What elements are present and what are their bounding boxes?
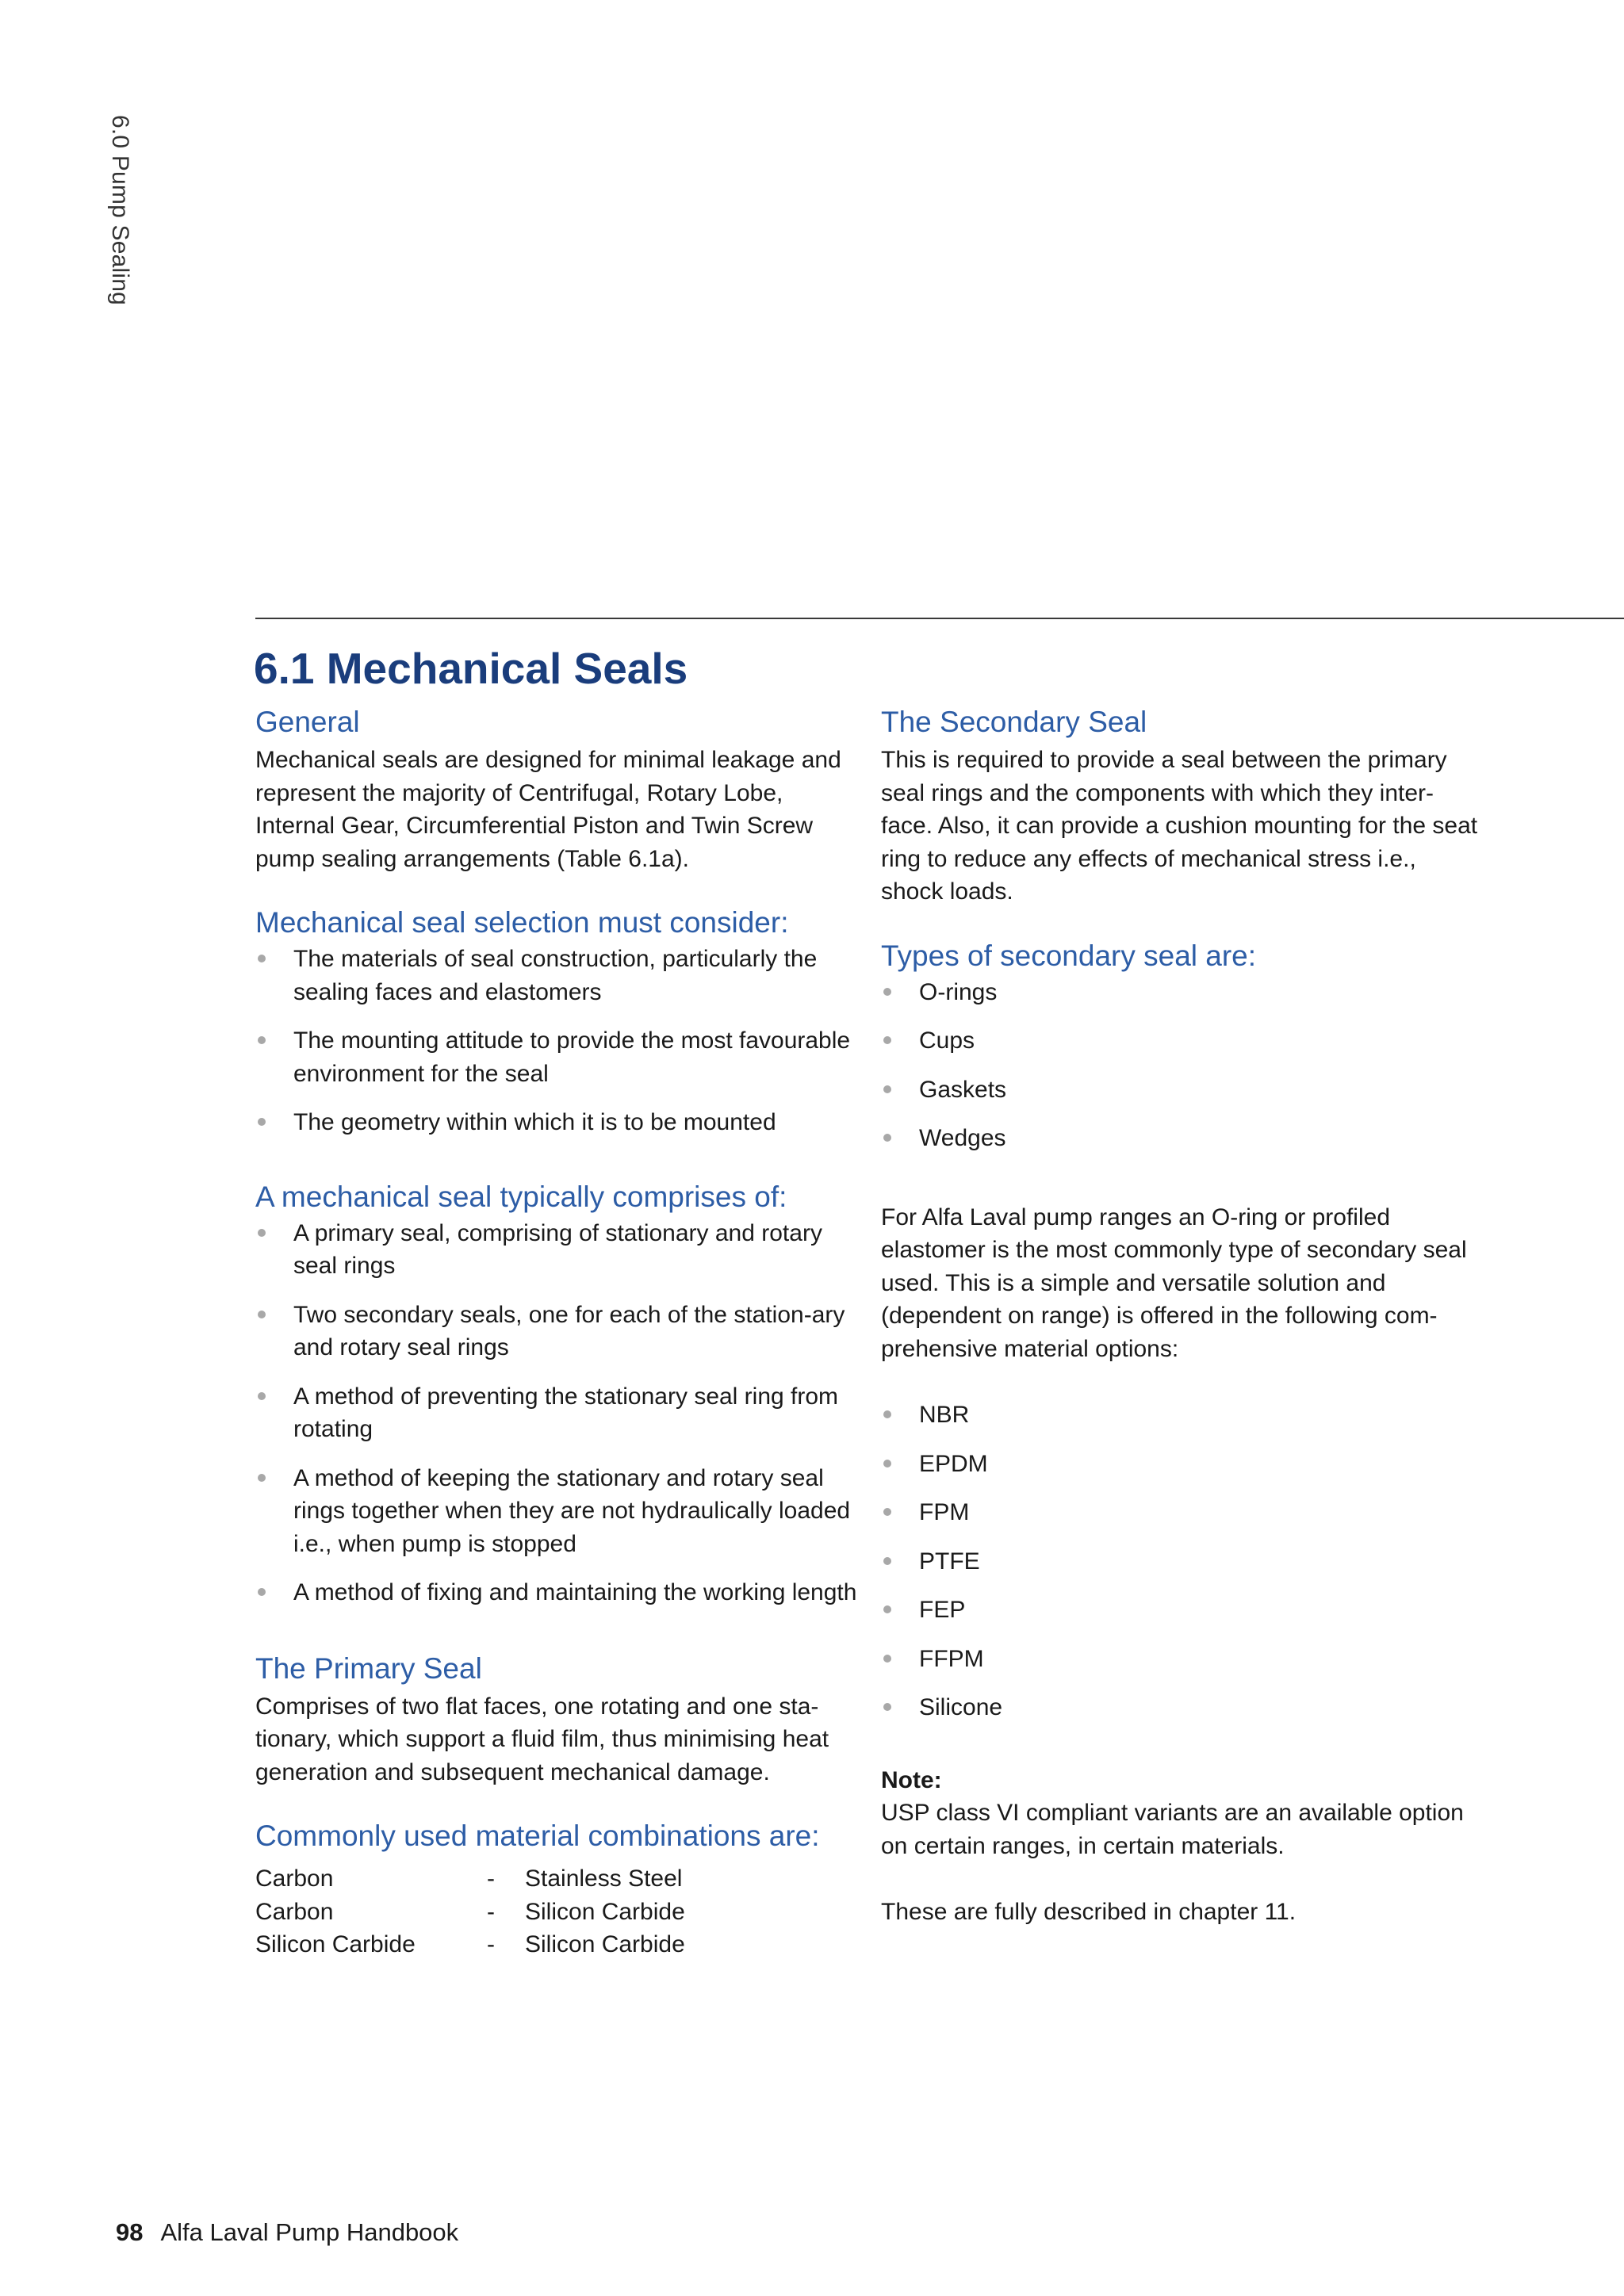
- list-item-text: Wedges: [919, 1125, 1006, 1151]
- list-item: [255, 1217, 858, 1283]
- list-item-text: EPDM: [919, 1450, 988, 1477]
- bullet-icon: [883, 1134, 891, 1142]
- list-item-text: FEP: [919, 1597, 966, 1623]
- list-item-text: A method of preventing the stationary seal ring from rotating: [293, 1383, 839, 1442]
- comprises-heading: A mechanical seal typically comprises of:: [255, 1180, 787, 1213]
- list-item: [255, 1380, 858, 1446]
- table-cell: -: [487, 1866, 495, 1892]
- general-heading: General: [255, 706, 360, 738]
- bullet-icon: [258, 1311, 266, 1318]
- general-text: Mechanical seals are designed for minimal leakage and represent the majority of Centrifugal, Rotary Lobe, Internal Gear, Circumferential Piston and Twin Screw pump sealing arrangements (Table 6.1a).: [255, 747, 841, 872]
- list-item: [255, 1576, 858, 1609]
- list-item-text: FFPM: [919, 1645, 984, 1672]
- bullet-icon: [883, 1605, 891, 1613]
- list-item-text: Two secondary seals, one for each of the station-ary and rotary seal rings: [293, 1301, 845, 1360]
- page-number: 98: [116, 2218, 144, 2246]
- list-item-text: Cups: [919, 1027, 975, 1054]
- section-side-tab: 6.0 Pump Sealing: [107, 115, 133, 306]
- materials-list: [881, 1399, 1484, 1724]
- publication-title: Alfa Laval Pump Handbook: [160, 2218, 459, 2246]
- bullet-icon: [883, 1085, 891, 1093]
- list-item: [255, 1299, 858, 1364]
- secondary-seal-heading: The Secondary Seal: [881, 706, 1147, 738]
- bullet-icon: [258, 955, 266, 962]
- table-cell: Stainless Steel: [525, 1866, 683, 1892]
- bullet-icon: [883, 1460, 891, 1468]
- table-row: [255, 1896, 685, 1929]
- right-column: [881, 702, 1484, 1929]
- bullet-icon: [883, 1036, 891, 1044]
- list-item: [881, 1122, 1484, 1155]
- list-item: [881, 1399, 1484, 1432]
- bullet-icon: [258, 1392, 266, 1400]
- bullet-icon: [883, 1557, 891, 1565]
- list-item: [255, 1106, 858, 1139]
- list-item: [881, 1496, 1484, 1529]
- page-title: 6.1 Mechanical Seals: [254, 644, 688, 693]
- comprises-list: [255, 1217, 858, 1609]
- list-item: [255, 1024, 858, 1090]
- bullet-icon: [258, 1474, 266, 1482]
- bullet-icon: [258, 1588, 266, 1596]
- types-list: [881, 976, 1484, 1155]
- list-item: [881, 1545, 1484, 1578]
- alfa-laval-text: For Alfa Laval pump ranges an O-ring or profiled elastomer is the most commonly type of secondary seal used. This is a simple and versatile solution and (dependent on range) is offered in the following com-prehensive material options:: [881, 1203, 1467, 1362]
- bullet-icon: [883, 1703, 891, 1711]
- note-label: Note:: [881, 1766, 942, 1793]
- header-rule: [255, 618, 1624, 619]
- bullet-icon: [883, 988, 891, 996]
- page-footer: [116, 2218, 458, 2247]
- bullet-icon: [883, 1508, 891, 1516]
- selection-list: [255, 943, 858, 1139]
- list-item-text: Silicone: [919, 1694, 1003, 1720]
- left-column: [255, 702, 858, 1961]
- table-cell: Silicon Carbide: [525, 1898, 685, 1925]
- bullet-icon: [258, 1229, 266, 1237]
- list-item-text: Gaskets: [919, 1076, 1007, 1103]
- list-item-text: A method of keeping the stationary and rotary seal rings together when they are not hydraulically loaded i.e., when pump is stopped: [293, 1464, 851, 1557]
- list-item-text: O-rings: [919, 978, 998, 1005]
- list-item-text: PTFE: [919, 1548, 980, 1575]
- list-item: [255, 943, 858, 1008]
- primary-seal-text: Comprises of two flat faces, one rotating and one sta-tionary, which support a fluid film, thus minimising heat generation and subsequent mechanical damage.: [255, 1693, 829, 1785]
- list-item: [881, 1024, 1484, 1058]
- list-item-text: The mounting attitude to provide the most favourable environment for the seal: [293, 1027, 851, 1087]
- bullet-icon: [883, 1655, 891, 1663]
- note-text: USP class VI compliant variants are an available option on certain ranges, in certain materials.: [881, 1800, 1464, 1859]
- table-cell: -: [487, 1931, 495, 1957]
- list-item: [881, 1643, 1484, 1676]
- list-item: [881, 976, 1484, 1009]
- table-cell: Carbon: [255, 1898, 334, 1925]
- list-item: [881, 1448, 1484, 1481]
- list-item-text: The geometry within which it is to be mounted: [293, 1109, 776, 1135]
- list-item-text: A method of fixing and maintaining the working length: [293, 1579, 857, 1605]
- chapter-reference-text: These are fully described in chapter 11.: [881, 1899, 1297, 1925]
- list-item: [881, 1594, 1484, 1627]
- list-item-text: FPM: [919, 1499, 970, 1525]
- secondary-seal-text: This is required to provide a seal between the primary seal rings and the components with which they inter-face. Also, it can provide a cushion mounting for the seat ring to reduce any effects of mechanical stress i.e., shock loads.: [881, 747, 1478, 905]
- selection-heading: Mechanical seal selection must consider:: [255, 906, 789, 939]
- list-item: [881, 1073, 1484, 1107]
- bullet-icon: [883, 1410, 891, 1418]
- table-row: [255, 1862, 685, 1896]
- bullet-icon: [258, 1118, 266, 1126]
- table-cell: Carbon: [255, 1866, 334, 1892]
- table-cell: -: [487, 1898, 495, 1925]
- table-row: [255, 1928, 685, 1961]
- list-item: [881, 1691, 1484, 1724]
- combinations-table: [255, 1862, 685, 1961]
- bullet-icon: [258, 1036, 266, 1044]
- list-item-text: A primary seal, comprising of stationary and rotary seal rings: [293, 1219, 822, 1279]
- table-cell: Silicon Carbide: [255, 1931, 416, 1957]
- list-item-text: NBR: [919, 1402, 970, 1428]
- list-item: [255, 1462, 858, 1561]
- table-cell: Silicon Carbide: [525, 1931, 685, 1957]
- list-item-text: The materials of seal construction, particularly the sealing faces and elastomers: [293, 946, 818, 1005]
- types-heading: Types of secondary seal are:: [881, 939, 1257, 972]
- primary-seal-heading: The Primary Seal: [255, 1651, 482, 1685]
- combinations-heading: Commonly used material combinations are:: [255, 1820, 820, 1852]
